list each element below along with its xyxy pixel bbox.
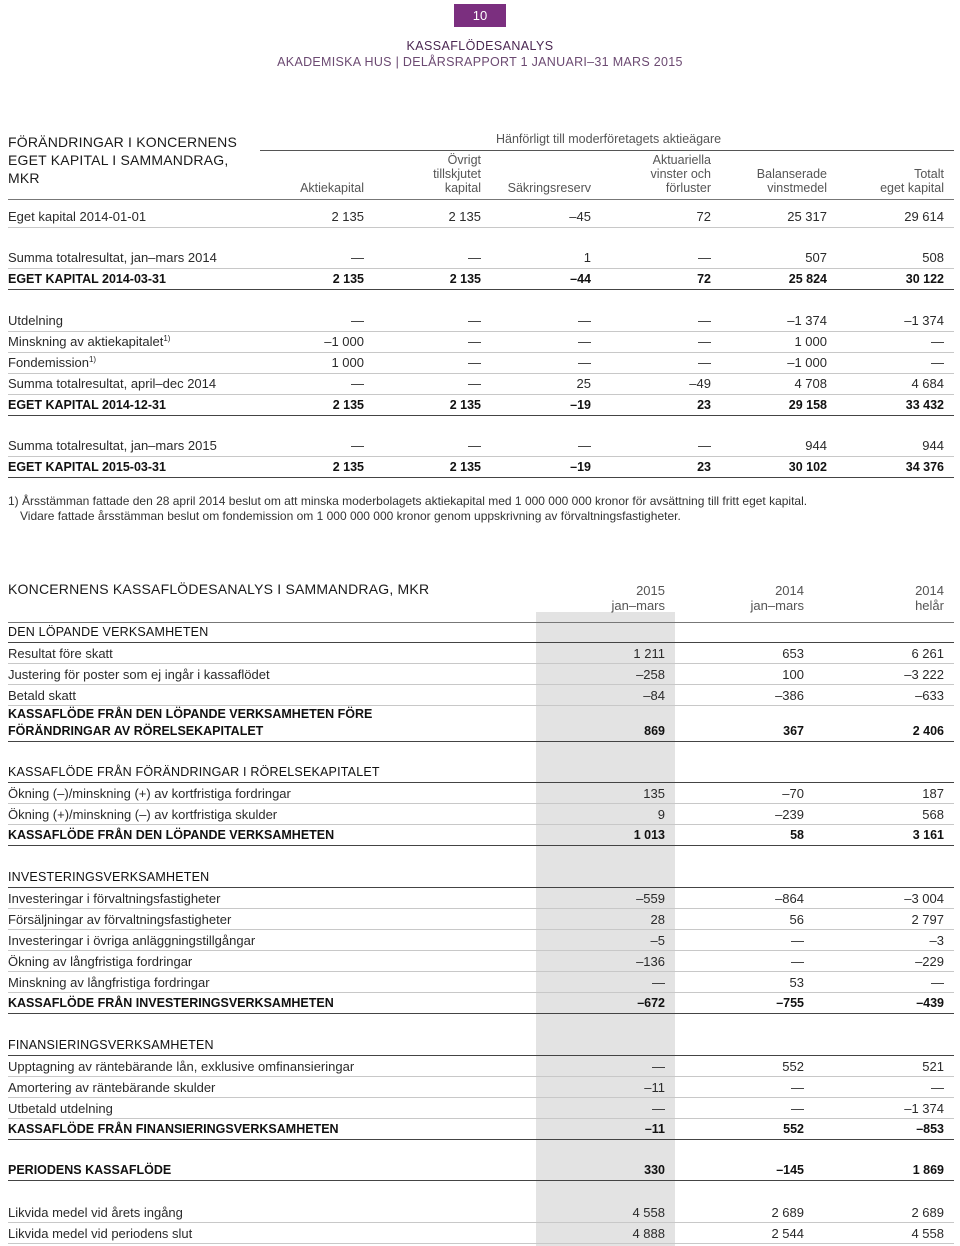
section-heading-row <box>8 621 954 641</box>
cell-value: 944 <box>922 438 944 453</box>
section-heading-row <box>8 866 954 886</box>
cell-value: 507 <box>805 250 827 265</box>
row-rule <box>8 477 954 478</box>
row-label: Justering för poster som ej ingår i kassaflödet <box>8 667 270 682</box>
row-rule <box>8 1180 954 1181</box>
cell-value: 4 558 <box>632 1205 665 1220</box>
cell-value: –559 <box>636 891 665 906</box>
row-label: Ökning (+)/minskning (–) av kortfristiga skulder <box>8 807 278 822</box>
cell-value: –258 <box>636 667 665 682</box>
equity-header-rule <box>8 199 954 200</box>
footnote-line: 1) Årsstämman fattade den 28 april 2014 beslut om att minska moderbolagets aktiekapital med 1 000 000 000 kronor för avsättning till fritt eget kapital. <box>8 494 808 508</box>
cell-value: 72 <box>696 209 711 224</box>
equity-column-header: Säkringsreserv <box>507 181 591 195</box>
cell-value: — <box>931 1080 944 1095</box>
cell-value: — <box>652 1059 665 1074</box>
row-label: PERIODENS KASSAFLÖDE <box>8 1163 172 1177</box>
cell-value: 2 797 <box>911 912 944 927</box>
cell-value: –386 <box>775 688 804 703</box>
cell-value: 367 <box>783 724 804 738</box>
cell-value: 3 161 <box>912 828 944 842</box>
row-label: Likvida medel vid årets ingång <box>8 1205 183 1220</box>
row-label: FINANSIERINGSVERKSAMHETEN <box>8 1038 214 1052</box>
row-label-text: Summa totalresultat, april–dec 2014 <box>8 376 217 391</box>
cell-value: –1 000 <box>787 355 827 370</box>
row-label: Amortering av räntebärande skulder <box>8 1080 216 1095</box>
cell-value: 521 <box>922 1059 944 1074</box>
cashflow-row <box>8 642 954 662</box>
cashflow-row <box>8 1055 954 1075</box>
row-label: KASSAFLÖDE FRÅN FÖRÄNDRINGAR I RÖRELSEKAPITALET <box>8 765 380 779</box>
cell-value: — <box>791 933 804 948</box>
cell-value: –19 <box>570 460 591 474</box>
cell-value: 568 <box>922 807 944 822</box>
cell-value: — <box>578 438 591 453</box>
cell-value: — <box>698 313 711 328</box>
cashflow-table-title: KONCERNENS KASSAFLÖDESANALYS I SAMMANDRAG, MKR <box>8 581 430 597</box>
cell-value: 1 869 <box>912 1163 944 1177</box>
equity-table-title: FÖRÄNDRINGAR I KONCERNENS EGET KAPITAL I SAMMANDRAG, MKR <box>8 134 238 186</box>
cell-value: — <box>791 1080 804 1095</box>
row-rule <box>8 1139 954 1140</box>
cell-value: 25 317 <box>787 209 827 224</box>
row-label: Försäljningar av förvaltningsfastigheter <box>8 912 232 927</box>
equity-row <box>8 332 954 352</box>
cell-value: –864 <box>775 891 804 906</box>
equity-column-header: Övrigt tillskjutet kapital <box>433 153 481 195</box>
equity-row <box>8 207 954 227</box>
cell-value: — <box>698 355 711 370</box>
cell-value: –5 <box>650 933 665 948</box>
equity-column-header: Totalt eget kapital <box>880 167 944 195</box>
page-number: 10 <box>454 4 506 27</box>
cell-value: 23 <box>697 398 711 412</box>
cashflow-column-header: 2014 helår <box>915 583 944 613</box>
cell-value: — <box>698 334 711 349</box>
row-label: KASSAFLÖDE FRÅN FINANSIERINGSVERKSAMHETEN <box>8 1122 339 1136</box>
cell-value: 508 <box>922 250 944 265</box>
row-rule <box>8 1013 954 1014</box>
cell-value: 1 211 <box>633 646 665 661</box>
row-label <box>8 395 166 415</box>
cell-value: 34 376 <box>905 460 944 474</box>
cell-value: 6 261 <box>911 646 944 661</box>
report-subtitle: AKADEMISKA HUS | DELÅRSRAPPORT 1 JANUARI–31 MARS 2015 <box>277 55 683 69</box>
cashflow-row <box>8 824 954 844</box>
cell-value: 29 614 <box>904 209 944 224</box>
cell-value: 135 <box>643 786 665 801</box>
cell-value: 4 708 <box>794 376 827 391</box>
row-rule <box>8 289 954 290</box>
cell-value: 2 135 <box>449 398 481 412</box>
cell-value: — <box>931 334 944 349</box>
cell-value: –70 <box>782 786 804 801</box>
cell-value: — <box>652 1101 665 1116</box>
cell-value: — <box>652 975 665 990</box>
row-label: Ökning av långfristiga fordringar <box>8 954 193 969</box>
row-label <box>8 353 96 373</box>
cell-value: 653 <box>782 646 804 661</box>
cell-value: — <box>791 1101 804 1116</box>
cell-value: –11 <box>644 1080 665 1095</box>
cell-value: — <box>468 334 481 349</box>
cashflow-row <box>8 782 954 802</box>
cashflow-column-header: 2015 jan–mars <box>611 583 665 613</box>
row-label: KASSAFLÖDE FRÅN DEN LÖPANDE VERKSAMHETEN <box>8 828 335 842</box>
cell-value: –3 <box>929 933 944 948</box>
cell-value: — <box>468 313 481 328</box>
row-label: Investeringar i förvaltningsfastigheter <box>8 891 221 906</box>
cell-value: 2 135 <box>332 460 364 474</box>
row-label: Upptagning av räntebärande lån, exklusive omfinansieringar <box>8 1059 355 1074</box>
cell-value: 4 558 <box>911 1226 944 1241</box>
equity-row <box>8 353 954 373</box>
cell-value: — <box>791 954 804 969</box>
cell-value: 23 <box>697 460 711 474</box>
group-header-rule <box>260 150 954 151</box>
cell-value: –633 <box>915 688 944 703</box>
row-label-text: Fondemission <box>8 355 89 370</box>
cell-value: –229 <box>915 954 944 969</box>
equity-row <box>8 395 954 415</box>
cell-value: –49 <box>689 376 711 391</box>
cell-value: –1 374 <box>787 313 827 328</box>
cell-value: — <box>351 438 364 453</box>
cell-value: — <box>351 313 364 328</box>
cell-value: 2 406 <box>912 724 944 738</box>
cell-value: –1 374 <box>904 313 944 328</box>
cashflow-column-header: 2014 jan–mars <box>750 583 804 613</box>
cell-value: –755 <box>776 996 804 1010</box>
cell-value: 1 000 <box>794 334 827 349</box>
cell-value: 4 888 <box>632 1226 665 1241</box>
cell-value: 29 158 <box>788 398 827 412</box>
equity-column-header: Aktuariella vinster och förluster <box>650 153 711 195</box>
cell-value: 4 684 <box>911 376 944 391</box>
cell-value: –239 <box>775 807 804 822</box>
row-label <box>8 374 216 394</box>
cell-value: –439 <box>916 996 944 1010</box>
row-rule <box>8 415 954 416</box>
equity-row <box>8 248 954 268</box>
cashflow-row <box>8 803 954 823</box>
row-label <box>8 332 170 352</box>
cell-value: — <box>698 250 711 265</box>
cashflow-row <box>8 704 954 740</box>
cell-value: –136 <box>636 954 665 969</box>
footnote-line: Vidare fattade årsstämman beslut om fondemission om 1 000 000 000 kronor genom uppskrivning av förvaltningsfastigheter. <box>20 509 681 523</box>
cell-value: — <box>468 355 481 370</box>
cashflow-row <box>8 992 954 1012</box>
cell-value: 1 013 <box>633 828 665 842</box>
row-label: Likvida medel vid periodens slut <box>8 1226 193 1241</box>
cashflow-row <box>8 1201 954 1221</box>
cell-value: 869 <box>644 724 665 738</box>
section-heading-row <box>8 761 954 781</box>
cell-value: 552 <box>782 1059 804 1074</box>
cell-value: 552 <box>783 1122 804 1136</box>
cell-value: — <box>468 376 481 391</box>
row-label-text: EGET KAPITAL 2014-12-31 <box>8 398 166 412</box>
row-rule <box>8 227 954 228</box>
cell-value: 2 135 <box>448 209 481 224</box>
row-label-line: KASSAFLÖDE FRÅN DEN LÖPANDE VERKSAMHETEN FÖRE <box>8 707 373 721</box>
cell-value: 25 824 <box>788 272 827 286</box>
cell-value: 187 <box>922 786 944 801</box>
equity-row <box>8 311 954 331</box>
footnote <box>8 494 954 524</box>
row-label: Betald skatt <box>8 688 76 703</box>
cell-value: — <box>468 250 481 265</box>
equity-column-header: Aktiekapital <box>300 181 364 195</box>
equity-row <box>8 436 954 456</box>
cashflow-row <box>8 971 954 991</box>
row-label-text: EGET KAPITAL 2014-03-31 <box>8 272 166 286</box>
cell-value: 100 <box>782 667 804 682</box>
cell-value: 56 <box>789 912 804 927</box>
cashflow-row <box>8 1222 954 1242</box>
footnote-marker: 1) <box>163 334 171 343</box>
section-heading: KASSAFLÖDESANALYS <box>406 39 554 53</box>
cell-value: 2 135 <box>449 272 481 286</box>
row-label <box>8 248 217 268</box>
row-label: DEN LÖPANDE VERKSAMHETEN <box>8 625 209 639</box>
row-label-text: EGET KAPITAL 2015-03-31 <box>8 460 166 474</box>
cell-value: — <box>931 355 944 370</box>
cell-value: 2 689 <box>911 1205 944 1220</box>
cell-value: –11 <box>644 1122 665 1136</box>
equity-group-header: Hänförligt till moderföretagets aktieägare <box>496 132 722 146</box>
cell-value: 30 122 <box>905 272 944 286</box>
row-label <box>8 436 217 456</box>
cell-value: 2 135 <box>332 272 364 286</box>
cell-value: 33 432 <box>905 398 944 412</box>
cell-value: 2 544 <box>771 1226 804 1241</box>
cell-value: 9 <box>657 807 665 822</box>
row-label: Resultat före skatt <box>8 646 113 661</box>
equity-row <box>8 269 954 289</box>
cell-value: — <box>578 313 591 328</box>
cell-value: –3 004 <box>904 891 944 906</box>
cell-value: –672 <box>637 996 665 1010</box>
cell-value: 1 000 <box>331 355 364 370</box>
cell-value: — <box>578 334 591 349</box>
cell-value: –853 <box>916 1122 944 1136</box>
row-label: INVESTERINGSVERKSAMHETEN <box>8 870 210 884</box>
cell-value: 53 <box>789 975 804 990</box>
cell-value: — <box>468 438 481 453</box>
cell-value: –145 <box>776 1163 804 1177</box>
equity-column-header: Balanserade vinstmedel <box>756 167 827 195</box>
cashflow-row <box>8 929 954 949</box>
row-label: Investeringar i övriga anläggningstillgångar <box>8 933 256 948</box>
cashflow-row <box>8 908 954 928</box>
cell-value: –84 <box>643 688 665 703</box>
cashflow-row <box>8 684 954 704</box>
cell-value: 1 <box>583 250 591 265</box>
cell-value: — <box>578 355 591 370</box>
cashflow-row <box>8 663 954 683</box>
row-label: KASSAFLÖDE FRÅN INVESTERINGSVERKSAMHETEN <box>8 996 334 1010</box>
cell-value: 58 <box>790 828 804 842</box>
cell-value: –44 <box>570 272 591 286</box>
cell-value: — <box>931 975 944 990</box>
cell-value: –19 <box>570 398 591 412</box>
cell-value: 25 <box>576 376 591 391</box>
cell-value: 72 <box>697 272 711 286</box>
cashflow-row <box>8 1076 954 1096</box>
cell-value: — <box>351 376 364 391</box>
cashflow-row <box>8 1097 954 1117</box>
cell-value: –3 222 <box>904 667 944 682</box>
cashflow-row <box>8 1118 954 1138</box>
cell-value: 944 <box>805 438 827 453</box>
row-label: Utbetald utdelning <box>8 1101 113 1116</box>
row-label: Minskning av långfristiga fordringar <box>8 975 210 990</box>
section-heading-row <box>8 1034 954 1054</box>
equity-row <box>8 457 954 477</box>
row-label <box>8 706 372 740</box>
cell-value: 28 <box>650 912 665 927</box>
footnote-marker: 1) <box>88 355 97 364</box>
cell-value: 2 135 <box>332 398 364 412</box>
cashflow-row <box>8 1159 954 1179</box>
row-rule <box>8 1243 954 1244</box>
row-rule <box>8 845 954 846</box>
cashflow-row <box>8 887 954 907</box>
row-rule <box>8 741 954 742</box>
row-label: Ökning (–)/minskning (+) av kortfristiga fordringar <box>8 786 291 801</box>
row-label <box>8 207 146 227</box>
cashflow-row <box>8 950 954 970</box>
cell-value: 2 689 <box>771 1205 804 1220</box>
cell-value: — <box>351 250 364 265</box>
cell-value: 330 <box>644 1163 665 1177</box>
row-label <box>8 269 166 289</box>
row-label-text: Eget kapital 2014-01-01 <box>8 209 147 224</box>
cell-value: –45 <box>569 209 591 224</box>
row-label-text: Utdelning <box>8 313 63 328</box>
cell-value: 2 135 <box>331 209 364 224</box>
cell-value: 30 102 <box>788 460 827 474</box>
row-label-line: FÖRÄNDRINGAR AV RÖRELSEKAPITALET <box>8 724 264 738</box>
row-label <box>8 311 63 331</box>
cell-value: — <box>698 438 711 453</box>
row-label-text: Summa totalresultat, jan–mars 2014 <box>8 250 217 265</box>
cell-value: –1 374 <box>904 1101 944 1116</box>
row-label <box>8 457 166 477</box>
equity-row <box>8 374 954 394</box>
cell-value: 2 135 <box>449 460 481 474</box>
row-label-text: Summa totalresultat, jan–mars 2015 <box>8 438 217 453</box>
cell-value: –1 000 <box>324 334 364 349</box>
row-label-text: Minskning av aktiekapitalet <box>8 334 164 349</box>
